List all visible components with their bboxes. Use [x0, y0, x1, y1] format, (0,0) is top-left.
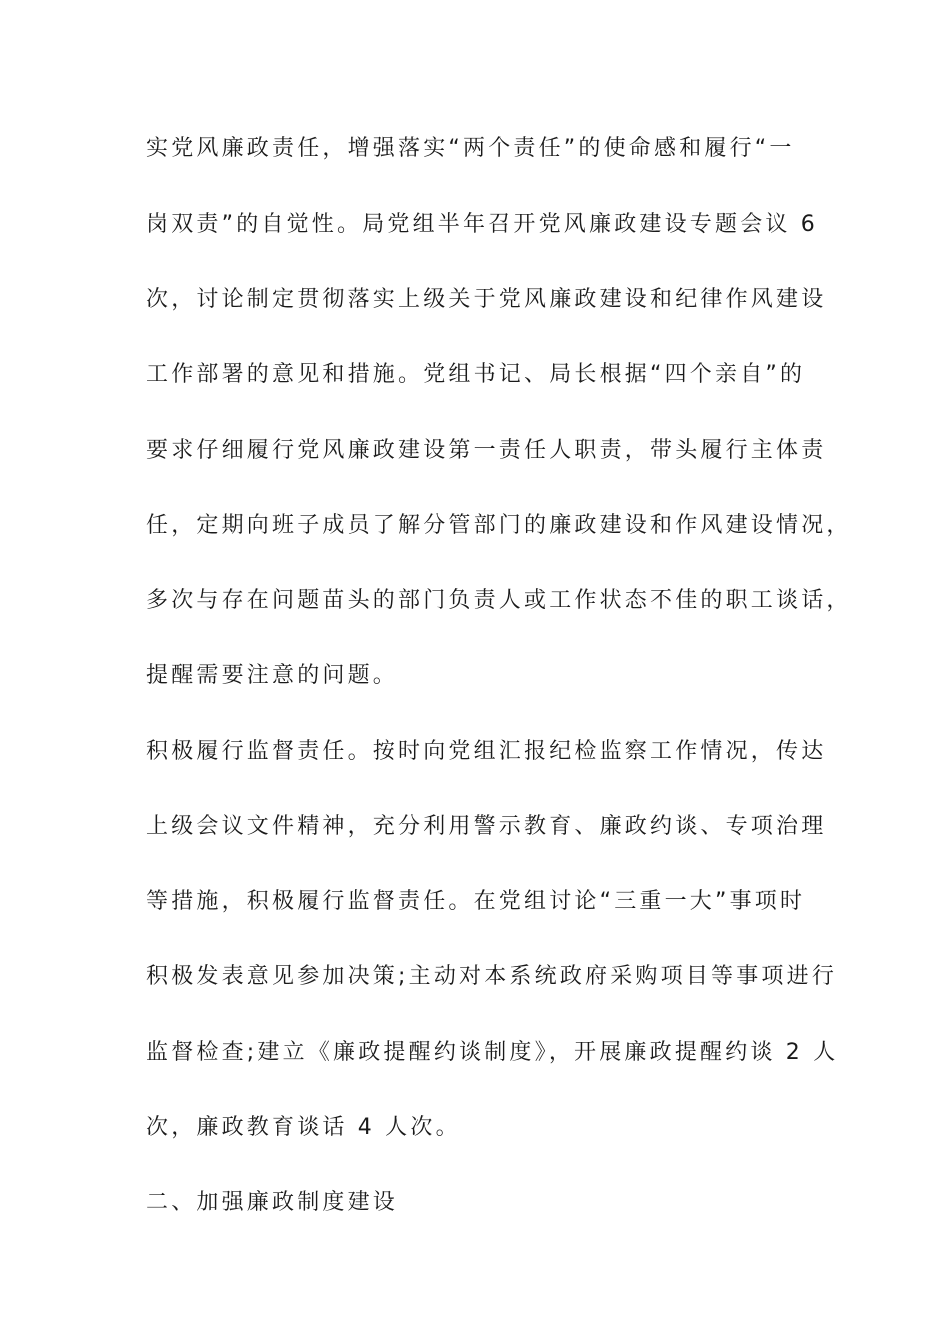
- paragraph-2-line-4: 积极发表意见参加决策;主动对本系统政府采购项目等事项进行: [146, 964, 838, 989]
- paragraph-1-line-2: 岗双责”的自觉性。局党组半年召开党风廉政建设专题会议 6: [146, 212, 818, 237]
- paragraph-1-line-5: 要求仔细履行党风廉政建设第一责任人职责，带头履行主体责: [146, 438, 827, 463]
- section-heading: 二、加强廉政制度建设: [146, 1190, 399, 1215]
- paragraph-2-line-6: 次，廉政教育谈话 4 人次。: [146, 1115, 461, 1140]
- paragraph-2-line-2: 上级会议文件精神，充分利用警示教育、廉政约谈、专项治理: [146, 814, 827, 839]
- paragraph-1-line-8: 提醒需要注意的问题。: [146, 663, 399, 688]
- paragraph-2-line-3: 等措施，积极履行监督责任。在党组讨论“三重一大”事项时: [146, 889, 806, 914]
- paragraph-1-line-4: 工作部署的意见和措施。党组书记、局长根据“四个亲自”的: [146, 362, 806, 387]
- paragraph-2-line-5: 监督检查;建立《廉政提醒约谈制度》，开展廉政提醒约谈 2 人: [146, 1040, 839, 1065]
- paragraph-2-line-1: 积极履行监督责任。按时向党组汇报纪检监察工作情况，传达: [146, 739, 827, 764]
- paragraph-1-line-3: 次，讨论制定贯彻落实上级关于党风廉政建设和纪律作风建设: [146, 287, 827, 312]
- paragraph-1-line-6: 任，定期向班子成员了解分管部门的廉政建设和作风建设情况，: [146, 513, 852, 538]
- paragraph-1-line-7: 多次与存在问题苗头的部门负责人或工作状态不佳的职工谈话，: [146, 588, 852, 613]
- paragraph-1-line-1: 实党风廉政责任，增强落实“两个责任”的使命感和履行“一: [146, 136, 795, 161]
